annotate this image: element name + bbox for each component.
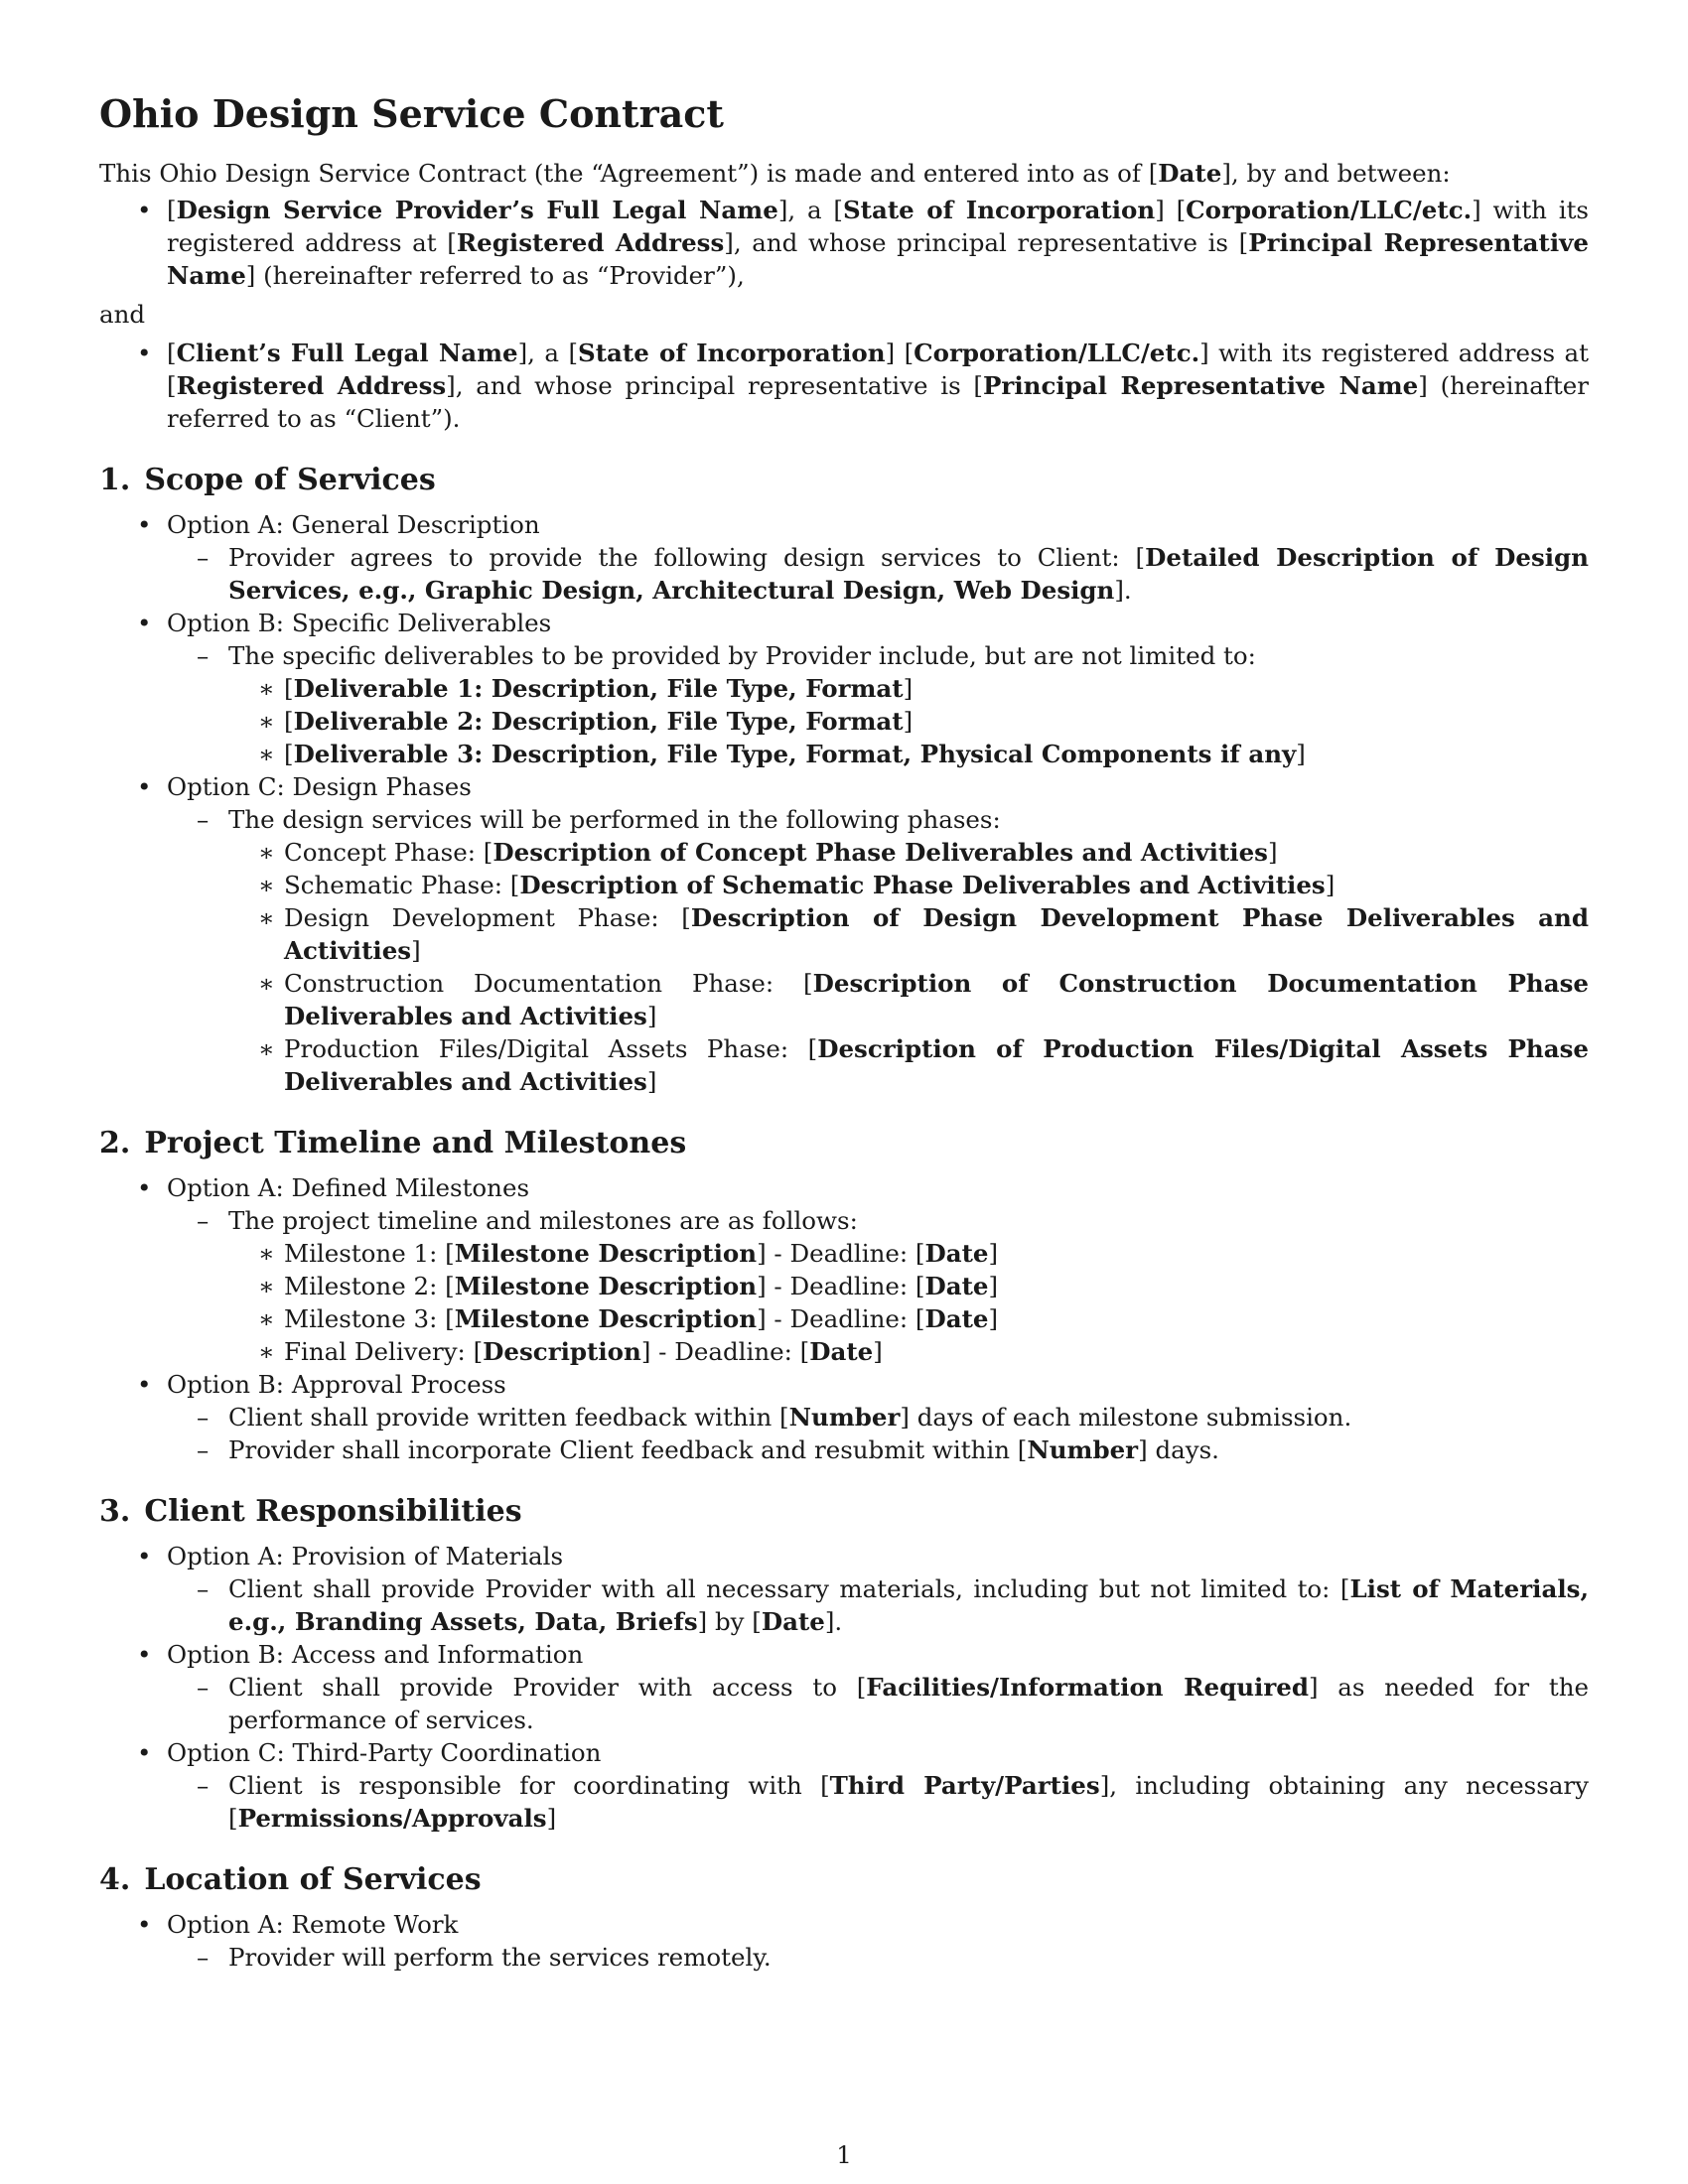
list-item: • Option A: Provision of Materials – Client shall provide Provider with all necessary materials, including but not limited to: [List of Materials, e.g., Branding Assets, Data, Briefs] by [Date].: [99, 1540, 1589, 1638]
provider-party-item: • [Design Service Provider’s Full Legal Name], a [State of Incorporation] [Corporation/LLC/etc.] with its registered address at [Registered Address], and whose principal representative is [Principal Representative Name] (hereinafter referred to as “Provider”),: [99, 194, 1589, 292]
list-item: – Provider agrees to provide the following design services to Client: [Detailed Description of Design Services, e.g., Graphic Design, Architectural Design, Web Design].: [167, 541, 1589, 607]
deliverable-item: ∗ [Deliverable 3: Description, File Type, Format, Physical Components if any]: [228, 738, 1589, 770]
list-item: • Option C: Design Phases – The design services will be performed in the following phases: ∗ Concept Phase: [Description of Concept Phase Deliverables and Activities] ∗ Schematic Phase: [Description of Schematic Phase Deliverables and Activities] ∗ Design Development Phase: [Description of Design Development Phase Deliverables and Activities] ∗ Construction Documentation Phase: [Description of Construction Documentation Phase Deliverables and Activities] ∗ Production Files/Digital Assets Phase: [Description of Production Files/Digital Assets Phase Deliverables and Activities]: [99, 770, 1589, 1098]
deliverable-item: ∗ [Deliverable 1: Description, File Type, Format]: [228, 672, 1589, 705]
timeline-options-list: [99, 1171, 1589, 1466]
list-item: – Client shall provide written feedback within [Number] days of each milestone submission.: [167, 1401, 1589, 1433]
section-heading-location: 4. Location of Services: [99, 1862, 482, 1897]
document-title: Ohio Design Service Contract: [99, 91, 724, 136]
list-item: • Option A: Remote Work – Provider will perform the services remotely.: [99, 1908, 1589, 1974]
milestone-item: ∗ Milestone 3: [Milestone Description] - Deadline: [Date]: [228, 1302, 1589, 1335]
list-item: – Provider shall incorporate Client feedback and resubmit within [Number] days.: [167, 1433, 1589, 1466]
list-item: – Client shall provide Provider with all necessary materials, including but not limited to: [List of Materials, e.g., Branding Assets, Data, Briefs] by [Date].: [167, 1572, 1589, 1638]
phase-item: ∗ Construction Documentation Phase: [Description of Construction Documentation Phase Deliverables and Activities]: [228, 967, 1589, 1032]
client-party-list: [99, 337, 1589, 435]
milestone-item: ∗ Final Delivery: [Description] - Deadline: [Date]: [228, 1335, 1589, 1368]
list-item: • Option B: Access and Information – Client shall provide Provider with access to [Facilities/Information Required] as needed for the performance of services.: [99, 1638, 1589, 1736]
section-heading-scope: 1. Scope of Services: [99, 463, 436, 497]
list-item: – Provider will perform the services remotely.: [167, 1941, 1589, 1974]
section-heading-timeline: 2. Project Timeline and Milestones: [99, 1126, 687, 1160]
list-item: – The specific deliverables to be provided by Provider include, but are not limited to: ∗ [Deliverable 1: Description, File Type, Format] ∗ [Deliverable 2: Description, File Type, Format] ∗ [Deliverable 3: Description, File Type, Format, Physical Components if any]: [167, 639, 1589, 770]
client-responsibility-options-list: [99, 1540, 1589, 1835]
provider-party-list: [99, 194, 1589, 292]
and-connector: and: [99, 300, 146, 329]
page-number: 1: [836, 2140, 852, 2169]
list-item: • Option B: Specific Deliverables – The specific deliverables to be provided by Provider include, but are not limited to: ∗ [Deliverable 1: Description, File Type, Format] ∗ [Deliverable 2: Description, File Type, Format] ∗ [Deliverable 3: Description, File Type, Format, Physical Components if any]: [99, 607, 1589, 770]
document-page: [99, 83, 1589, 1974]
list-item: – Client shall provide Provider with access to [Facilities/Information Required] as needed for the performance of services.: [167, 1671, 1589, 1736]
phase-item: ∗ Concept Phase: [Description of Concept Phase Deliverables and Activities]: [228, 836, 1589, 869]
list-item: • Option C: Third-Party Coordination – Client is responsible for coordinating with [Third Party/Parties], including obtaining any necessary [Permissions/Approvals]: [99, 1736, 1589, 1835]
list-item: – The design services will be performed in the following phases: ∗ Concept Phase: [Description of Concept Phase Deliverables and Activities] ∗ Schematic Phase: [Description of Schematic Phase Deliverables and Activities] ∗ Design Development Phase: [Description of Design Development Phase Deliverables and Activities] ∗ Construction Documentation Phase: [Description of Construction Documentation Phase Deliverables and Activities] ∗ Production Files/Digital Assets Phase: [Description of Production Files/Digital Assets Phase Deliverables and Activities]: [167, 803, 1589, 1098]
milestone-item: ∗ Milestone 2: [Milestone Description] - Deadline: [Date]: [228, 1270, 1589, 1302]
list-item: • Option A: General Description – Provider agrees to provide the following design services to Client: [Detailed Description of Design Services, e.g., Graphic Design, Architectural Design, Web Design].: [99, 508, 1589, 607]
phase-item: ∗ Design Development Phase: [Description of Design Development Phase Deliverables and Activities]: [228, 901, 1589, 967]
list-item: – The project timeline and milestones are as follows: ∗ Milestone 1: [Milestone Description] - Deadline: [Date] ∗ Milestone 2: [Milestone Description] - Deadline: [Date] ∗ Milestone 3: [Milestone Description] - Deadline: [Date] ∗ Final Delivery: [Description] - Deadline: [Date]: [167, 1204, 1589, 1368]
list-item: – Client is responsible for coordinating with [Third Party/Parties], including obtaining any necessary [Permissions/Approvals]: [167, 1769, 1589, 1835]
list-item: • Option B: Approval Process – Client shall provide written feedback within [Number] days of each milestone submission. – Provider shall incorporate Client feedback and resubmit within [Number] days.: [99, 1368, 1589, 1466]
client-party-item: • [Client’s Full Legal Name], a [State of Incorporation] [Corporation/LLC/etc.] with its registered address at [Registered Address], and whose principal representative is [Principal Representative Name] (hereinafter referred to as “Client”).: [99, 337, 1589, 435]
scope-options-list: [99, 508, 1589, 1098]
list-item: • Option A: Defined Milestones – The project timeline and milestones are as follows: ∗ Milestone 1: [Milestone Description] - Deadline: [Date] ∗ Milestone 2: [Milestone Description] - Deadline: [Date] ∗ Milestone 3: [Milestone Description] - Deadline: [Date] ∗ Final Delivery: [Description] - Deadline: [Date]: [99, 1171, 1589, 1368]
location-options-list: [99, 1908, 1589, 1974]
placeholder-date: Date: [1158, 159, 1222, 188]
phase-item: ∗ Production Files/Digital Assets Phase: [Description of Production Files/Digital Assets Phase Deliverables and Activities]: [228, 1032, 1589, 1098]
phase-item: ∗ Schematic Phase: [Description of Schematic Phase Deliverables and Activities]: [228, 869, 1589, 901]
milestone-item: ∗ Milestone 1: [Milestone Description] - Deadline: [Date]: [228, 1237, 1589, 1270]
deliverable-item: ∗ [Deliverable 2: Description, File Type, Format]: [228, 705, 1589, 738]
section-heading-client-responsibilities: 3. Client Responsibilities: [99, 1494, 522, 1529]
intro-paragraph: This Ohio Design Service Contract (the “Agreement”) is made and entered into as of [Date], by and between:: [99, 159, 1451, 188]
